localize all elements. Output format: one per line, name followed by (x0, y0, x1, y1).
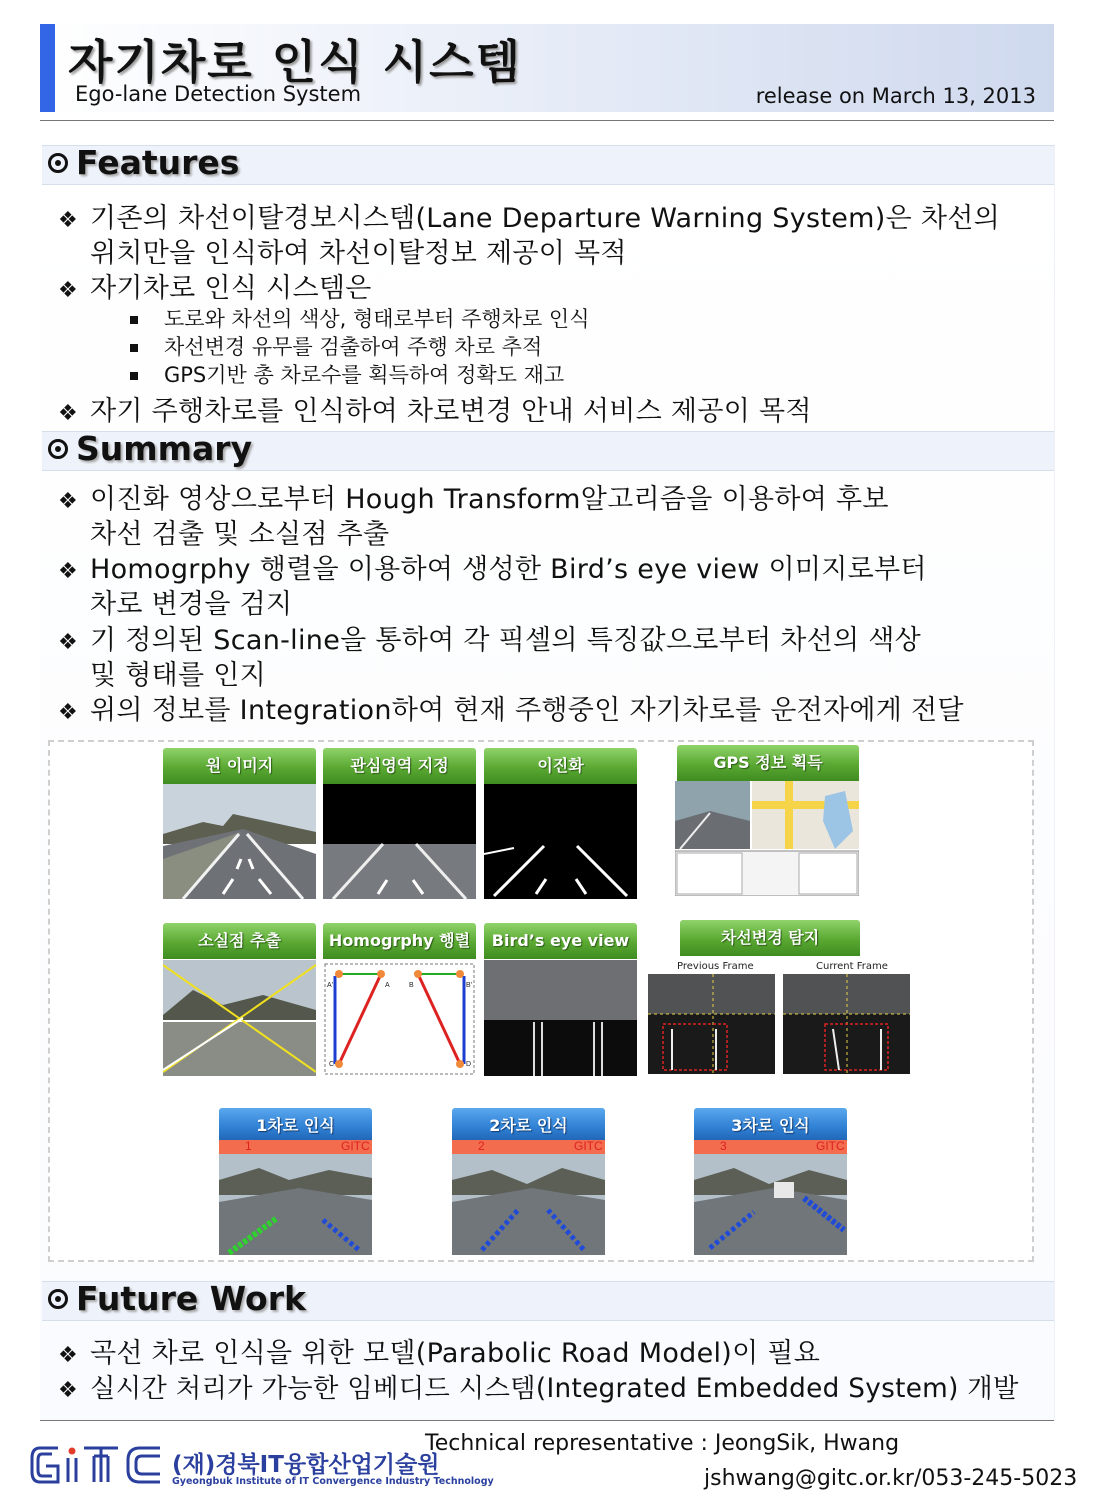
gitc-logo-icon (28, 1440, 166, 1490)
future-text: 실시간 처리가 가능한 임베디드 시스템(Integrated Embedded System) 개발 (90, 1374, 1019, 1404)
features-text: 자기차로 인식 시스템은 (90, 273, 372, 304)
tab-binarization: 이진화 (484, 748, 637, 784)
diamond-bullet-icon: ❖ (58, 1343, 79, 1368)
square-bullet-icon (130, 316, 138, 324)
features-subitem (130, 359, 564, 389)
accent-bar (40, 24, 55, 112)
homography-diagram (323, 960, 476, 1076)
brand-watermark: GITC (574, 1140, 603, 1153)
diamond-bullet-icon: ❖ (58, 630, 79, 655)
square-bullet-icon (130, 372, 138, 380)
tab-original-image: 원 이미지 (163, 748, 316, 784)
tab-lane-2: 2차로 인식 (452, 1108, 605, 1144)
contact-info: jshwang@gitc.or.kr/053-245-5023 (704, 1466, 1078, 1491)
title-banner (40, 24, 1054, 112)
point-label: B' (466, 982, 473, 989)
diamond-bullet-icon: ❖ (58, 700, 79, 725)
summary-text: 기 정의된 Scan-line을 통하여 각 픽셀의 특징값으로부터 차선의 색상 (90, 625, 922, 656)
org-name-english: Gyeongbuk Institute of IT Convergence Industry Technology (172, 1476, 494, 1487)
technical-representative: Technical representative : JeongSik, Hwang (425, 1431, 900, 1456)
binary-image (484, 784, 637, 899)
previous-frame-image (648, 974, 775, 1074)
page-subtitle: Ego-lane Detection System (75, 82, 362, 106)
tab-roi: 관심영역 지정 (323, 748, 476, 784)
diamond-bullet-icon: ❖ (58, 559, 79, 584)
summary-text: 위의 정보를 Integration하여 현재 주행중인 자기차로를 운전자에게 전달 (90, 695, 964, 726)
subitem-text: 도로와 차선의 색상, 형태로부터 주행차로 인식 (164, 307, 590, 331)
square-bullet-icon (130, 344, 138, 352)
diamond-bullet-icon: ❖ (58, 278, 79, 303)
original-road-image (163, 784, 316, 899)
features-item (58, 196, 1000, 235)
lane-number-label: 3 (720, 1140, 727, 1153)
point-label: C (329, 1061, 335, 1068)
gps-image (675, 781, 859, 896)
future-item (58, 1331, 820, 1370)
point-label: B (409, 982, 414, 989)
summary-item (58, 618, 921, 657)
summary-text: Homogrphy 행렬을 이용하여 생성한 Bird’s eye view 이미지로부터 (90, 554, 927, 585)
features-title: Features (76, 143, 240, 182)
point-label: A' (327, 982, 334, 989)
features-text-cont: 위치만을 인식하여 차선이탈정보 제공이 목적 (90, 238, 627, 269)
roi-image (323, 784, 476, 899)
tab-gps: GPS 정보 획득 (677, 745, 859, 781)
summary-title: Summary (76, 429, 253, 468)
subitem-text: GPS기반 총 차로수를 획득하여 정확도 재고 (164, 363, 565, 387)
tab-birds-eye: Bird’s eye view (484, 923, 637, 959)
brand-watermark: GITC (816, 1140, 845, 1153)
features-item (58, 266, 372, 305)
release-date: release on March 13, 2013 (755, 84, 1036, 108)
footer-divider (40, 1420, 1054, 1421)
tab-lane-1: 1차로 인식 (219, 1108, 372, 1144)
previous-frame-caption: Previous Frame (677, 961, 754, 972)
summary-text-cont: 차선 검출 및 소실점 추출 (90, 519, 390, 550)
tab-lane-3: 3차로 인식 (694, 1108, 847, 1144)
bullet-circle-icon (48, 439, 68, 459)
point-label: D (466, 1061, 472, 1068)
brand-watermark: GITC (341, 1140, 370, 1153)
diamond-bullet-icon: ❖ (58, 208, 79, 233)
vanishing-point-image (163, 960, 316, 1076)
bullet-circle-icon (48, 153, 68, 173)
future-work-title: Future Work (76, 1279, 306, 1318)
lane-number-label: 2 (478, 1140, 485, 1153)
tab-homography: Homogrphy 행렬 (323, 923, 476, 959)
summary-header (42, 431, 1054, 471)
tab-vanishing-point: 소실점 추출 (163, 923, 316, 959)
current-frame-image (783, 974, 910, 1074)
features-text: 기존의 차선이탈경보시스템(Lane Departure Warning System)은 차선의 (90, 203, 1000, 234)
page-title: 자기차로 인식 시스템 (68, 35, 522, 89)
lane-2-image (452, 1140, 605, 1255)
diamond-bullet-icon: ❖ (58, 489, 79, 514)
org-name-korean: (재)경북IT융합산업기술원 (172, 1452, 440, 1478)
summary-item (58, 688, 964, 727)
summary-text-cont: 및 형태를 인지 (90, 660, 267, 691)
current-frame-caption: Current Frame (816, 961, 888, 972)
point-label: A (385, 982, 390, 989)
subitem-text: 차선변경 유무를 검출하여 주행 차로 추적 (164, 335, 543, 359)
lane-number-label: 1 (245, 1140, 252, 1153)
future-text: 곡선 차로 인식을 위한 모델(Parabolic Road Model)이 필요 (90, 1338, 821, 1369)
lane-3-image (694, 1140, 847, 1255)
lane-1-image (219, 1140, 372, 1255)
summary-item (58, 477, 889, 516)
birds-eye-image (484, 960, 637, 1076)
features-item (58, 389, 812, 428)
header-divider (40, 120, 1054, 121)
bullet-circle-icon (48, 1289, 68, 1309)
summary-item (58, 547, 927, 586)
summary-text: 이진화 영상으로부터 Hough Transform알고리즘을 이용하여 후보 (90, 484, 889, 515)
diamond-bullet-icon: ❖ (58, 401, 79, 426)
future-item (58, 1367, 1019, 1405)
diamond-bullet-icon: ❖ (58, 1378, 79, 1403)
summary-text-cont: 차로 변경을 검지 (90, 589, 293, 620)
tab-lane-change: 차선변경 탐지 (680, 920, 860, 956)
features-subitem (130, 331, 542, 361)
features-text: 자기 주행차로를 인식하여 차로변경 안내 서비스 제공이 목적 (90, 396, 812, 427)
future-work-header (42, 1281, 1054, 1321)
features-subitem (130, 303, 589, 333)
features-header (42, 145, 1054, 185)
